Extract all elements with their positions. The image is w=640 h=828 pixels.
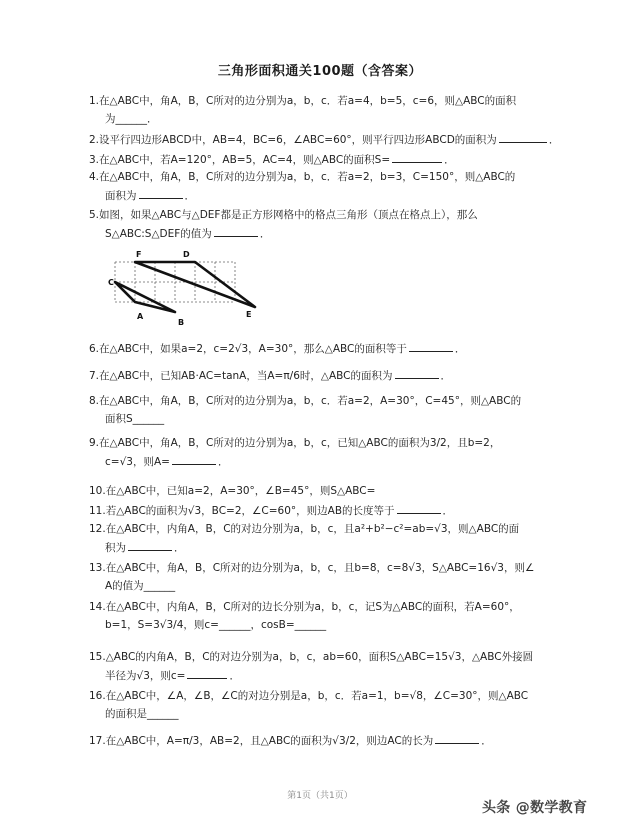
question-2-line1: 2.设平行四边形ABCD中，AB=4，BC=6，∠ABC=60°，则平行四边形ABCD的面积为 xyxy=(89,134,497,146)
question-13-line2: A的值为______ xyxy=(105,580,176,592)
grid-triangles-figure xyxy=(110,247,260,327)
label-b: B xyxy=(178,318,185,327)
question-1-line2: 为______． xyxy=(105,113,158,125)
label-d: D xyxy=(183,250,190,259)
label-a: A xyxy=(137,312,144,321)
label-f: F xyxy=(136,250,142,259)
question-16 xyxy=(89,687,569,723)
question-12-line1: 12.在△ABC中，内角A，B，C的对边分别为a，b，c，且a²+b²−c²=ab=√3，则△ABC的面 xyxy=(89,523,520,535)
question-11: 11.若△ABC的面积为√3，BC=2，∠C=60°，则边AB的长度等于 ． xyxy=(89,501,569,520)
question-14-line2: b=1，S=3√3/4，则c=______，cosB=______ xyxy=(105,619,327,631)
answer-blank xyxy=(397,501,441,514)
answer-blank xyxy=(435,731,479,744)
question-6-line1: 6.在△ABC中，如果a=2，c=2√3，A=30°，那么△ABC的面积等于 xyxy=(89,343,407,355)
watermark: 头条 @数学教育 xyxy=(482,800,588,816)
document-title: 三角形面积通关100题（含答案） xyxy=(217,64,423,79)
question-14 xyxy=(89,598,569,634)
question-10-line1: 10.在△ABC中，已知a=2，A=30°，∠B=45°，则S△ABC= xyxy=(89,485,376,497)
label-e: E xyxy=(246,310,252,319)
question-15: 15.△ABC的内角A，B，C的对边分别为a，b，c，ab=60，面积S△ABC=15√3，△ABC外接圆 半径为√3，则c= ． xyxy=(89,648,569,685)
label-c: C xyxy=(108,278,114,287)
question-16-line1: 16.在△ABC中，∠A，∠B，∠C的对边分别是a，b，c．若a=1，b=√8，∠C=30°，则△ABC xyxy=(89,690,529,702)
question-4: 4.在△ABC中，角A，B，C所对的边分别为a，b，c．若a=2，b=3，C=150°，则△ABC的 面积为 ． xyxy=(89,168,569,205)
page-footer: 第1页（共1页） xyxy=(287,791,353,801)
question-5-line2: S△ABC:S△DEF的值为 xyxy=(105,228,212,240)
answer-blank xyxy=(214,224,258,237)
answer-blank xyxy=(139,186,183,199)
question-12: 12.在△ABC中，内角A，B，C的对边分别为a，b，c，且a²+b²−c²=ab=√3，则△ABC的面 积为 ． xyxy=(89,520,569,557)
question-13-line1: 13.在△ABC中，角A，B，C所对的边分别为a，b，c，且b=8，c=8√3，S△ABC=16√3，则∠ xyxy=(89,562,535,574)
question-9: 9.在△ABC中，角A，B，C所对的边分别为a，b，c，已知△ABC的面积为3/2，且b=2， c=√3，则A= ． xyxy=(89,434,569,471)
question-1-line1: 1.在△ABC中，角A，B，C所对的边分别为a，b，c．若a=4，b=5，c=6，则△ABC的面积 xyxy=(89,95,517,107)
answer-blank xyxy=(409,339,453,352)
question-5-line1: 5.如图，如果△ABC与△DEF都是正方形网格中的格点三角形（顶点在格点上），那么 xyxy=(89,209,478,221)
answer-blank xyxy=(392,150,442,163)
question-7-line1: 7.在△ABC中，已知AB·AC=tanA，当A=π/6时，△ABC的面积为 xyxy=(89,370,393,382)
answer-blank xyxy=(172,452,216,465)
question-10 xyxy=(89,482,569,500)
question-8 xyxy=(89,392,569,428)
question-8-line1: 8.在△ABC中，角A，B，C所对的边分别为a，b，c．若a=2，A=30°，C=45°，则△ABC的 xyxy=(89,395,522,407)
question-17-line1: 17.在△ABC中，A=π/3，AB=2，且△ABC的面积为√3/2，则边AC的长为 xyxy=(89,735,434,747)
question-15-line1: 15.△ABC的内角A，B，C的对边分别为a，b，c，ab=60，面积S△ABC=15√3，△ABC外接圆 xyxy=(89,651,534,663)
question-9-line1: 9.在△ABC中，角A，B，C所对的边分别为a，b，c，已知△ABC的面积为3/2，且b=2， xyxy=(89,437,501,449)
question-9-line2: c=√3，则A= xyxy=(105,456,170,468)
question-6: 6.在△ABC中，如果a=2，c=2√3，A=30°，那么△ABC的面积等于 ． xyxy=(89,339,569,358)
question-14-line1: 14.在△ABC中，内角A，B，C所对的边长分别为a，b，c，记S为△ABC的面积，若A=60°， xyxy=(89,601,520,613)
question-15-line2: 半径为√3，则c= xyxy=(105,670,186,682)
answer-blank xyxy=(395,366,439,379)
question-12-line2: 积为 xyxy=(105,542,126,554)
question-13 xyxy=(89,559,569,595)
question-8-line2: 面积S______ xyxy=(105,413,165,425)
answer-blank xyxy=(499,130,547,143)
question-5: 5.如图，如果△ABC与△DEF都是正方形网格中的格点三角形（顶点在格点上），那么 S△ABC:S△DEF的值为 ． xyxy=(89,206,569,243)
question-4-line1: 4.在△ABC中，角A，B，C所对的边分别为a，b，c．若a=2，b=3，C=150°，则△ABC的 xyxy=(89,171,516,183)
question-11-line1: 11.若△ABC的面积为√3，BC=2，∠C=60°，则边AB的长度等于 xyxy=(89,505,395,517)
question-3-line1: 3.在△ABC中，若A=120°，AB=5，AC=4，则△ABC的面积S= xyxy=(89,154,391,166)
question-7: 7.在△ABC中，已知AB·AC=tanA，当A=π/6时，△ABC的面积为 ． xyxy=(89,366,569,385)
question-3: 3.在△ABC中，若A=120°，AB=5，AC=4，则△ABC的面积S= ． xyxy=(89,150,569,169)
triangle-abc xyxy=(115,282,175,312)
question-2: 2.设平行四边形ABCD中，AB=4，BC=6，∠ABC=60°，则平行四边形ABCD的面积为 ． xyxy=(89,130,569,149)
question-4-line2: 面积为 xyxy=(105,190,137,202)
question-1 xyxy=(89,92,569,128)
question-17: 17.在△ABC中，A=π/3，AB=2，且△ABC的面积为√3/2，则边AC的长为 ． xyxy=(89,731,569,750)
question-16-line2: 的面积是______ xyxy=(105,708,179,720)
answer-blank xyxy=(128,538,172,551)
answer-blank xyxy=(187,666,227,679)
